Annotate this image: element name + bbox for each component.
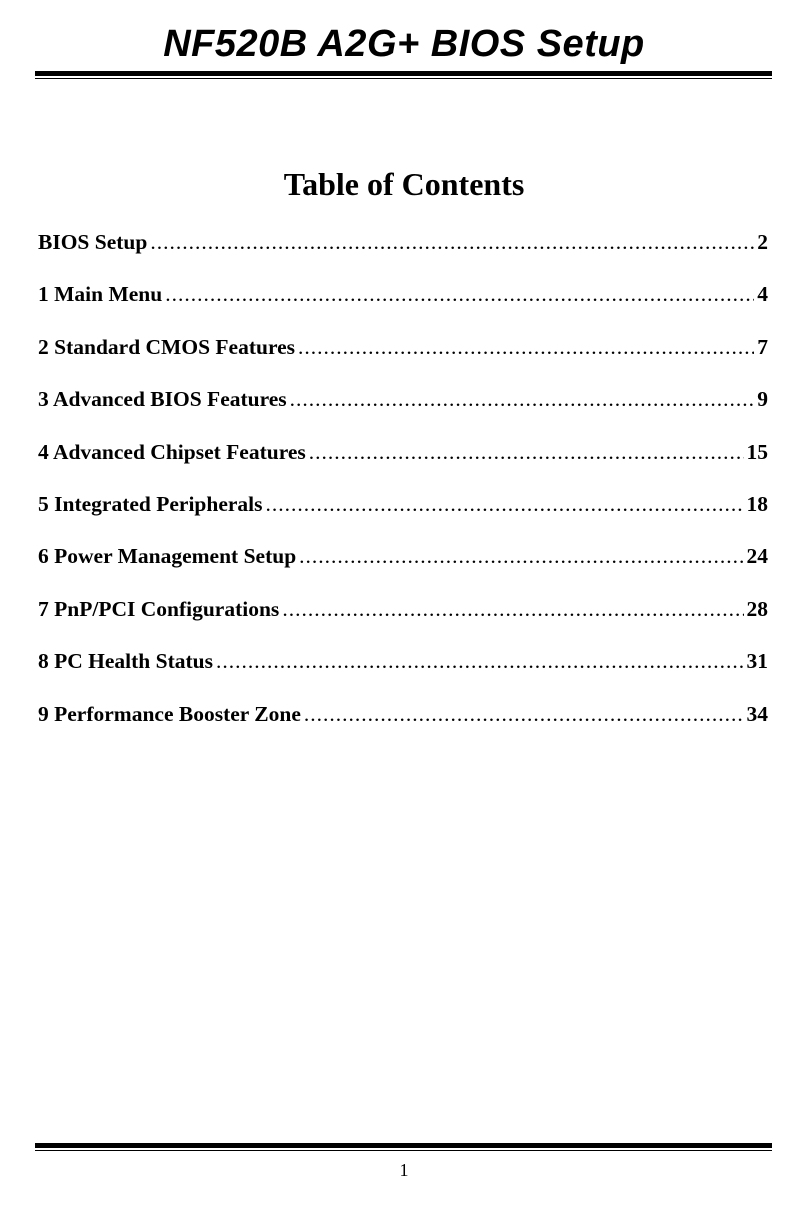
toc-dot-leader — [304, 700, 744, 728]
toc-entry-page: 7 — [757, 334, 768, 359]
toc-entry-title: 5 Integrated Peripherals — [38, 491, 263, 516]
toc-entry-page: 9 — [757, 387, 768, 412]
toc-entry-pc-health-status[interactable] — [38, 647, 768, 699]
toc-entry-standard-cmos-features[interactable] — [38, 333, 768, 385]
toc-entry-pnp-pci-configurations[interactable] — [38, 595, 768, 647]
toc-dot-leader — [266, 490, 744, 518]
document-header-title: NF520B A2G+ BIOS Setup — [163, 23, 645, 65]
toc-entry-page: 4 — [757, 282, 768, 307]
toc-entry-page: 15 — [746, 439, 768, 464]
footer-rule-thin — [35, 1150, 772, 1151]
toc-list — [38, 228, 768, 752]
toc-entry-integrated-peripherals[interactable] — [38, 490, 768, 542]
toc-entry-advanced-bios-features[interactable] — [38, 385, 768, 437]
toc-entry-page: 31 — [746, 649, 768, 674]
toc-heading: Table of Contents — [283, 166, 525, 202]
toc-entry-advanced-chipset-features[interactable] — [38, 438, 768, 490]
toc-entry-title: 6 Power Management Setup — [38, 544, 297, 569]
toc-dot-leader — [299, 542, 743, 570]
toc-entry-title: 1 Main Menu — [38, 282, 163, 307]
toc-entry-title: 4 Advanced Chipset Features — [38, 439, 306, 464]
footer-rule-thick — [35, 1143, 772, 1148]
toc-dot-leader — [290, 385, 755, 413]
toc-entry-title: 8 PC Health Status — [38, 649, 213, 674]
toc-entry-performance-booster-zone[interactable] — [38, 700, 768, 752]
toc-dot-leader — [298, 333, 754, 361]
toc-entry-title: 3 Advanced BIOS Features — [38, 387, 287, 412]
toc-dot-leader — [216, 647, 744, 675]
toc-entry-title: BIOS Setup — [38, 230, 148, 254]
header-rule-thick — [35, 71, 772, 76]
toc-entry-title: 7 PnP/PCI Configurations — [38, 596, 280, 621]
toc-entry-title: 2 Standard CMOS Features — [38, 334, 296, 359]
toc-entry-power-management-setup[interactable] — [38, 542, 768, 594]
toc-entry-bios-setup[interactable] — [38, 228, 768, 280]
toc-entry-main-menu[interactable] — [38, 280, 768, 332]
header-rule-thin — [35, 78, 772, 79]
toc-dot-leader — [165, 280, 754, 308]
page-number: 1 — [399, 1160, 409, 1180]
toc-entry-page: 28 — [746, 596, 768, 621]
toc-entry-title: 9 Performance Booster Zone — [38, 701, 301, 726]
toc-entry-page: 2 — [757, 230, 768, 254]
toc-dot-leader — [150, 228, 754, 256]
toc-entry-page: 18 — [746, 491, 768, 516]
toc-entry-page: 24 — [746, 544, 768, 569]
toc-dot-leader — [282, 595, 743, 623]
toc-entry-page: 34 — [746, 701, 768, 726]
toc-dot-leader — [309, 438, 744, 466]
